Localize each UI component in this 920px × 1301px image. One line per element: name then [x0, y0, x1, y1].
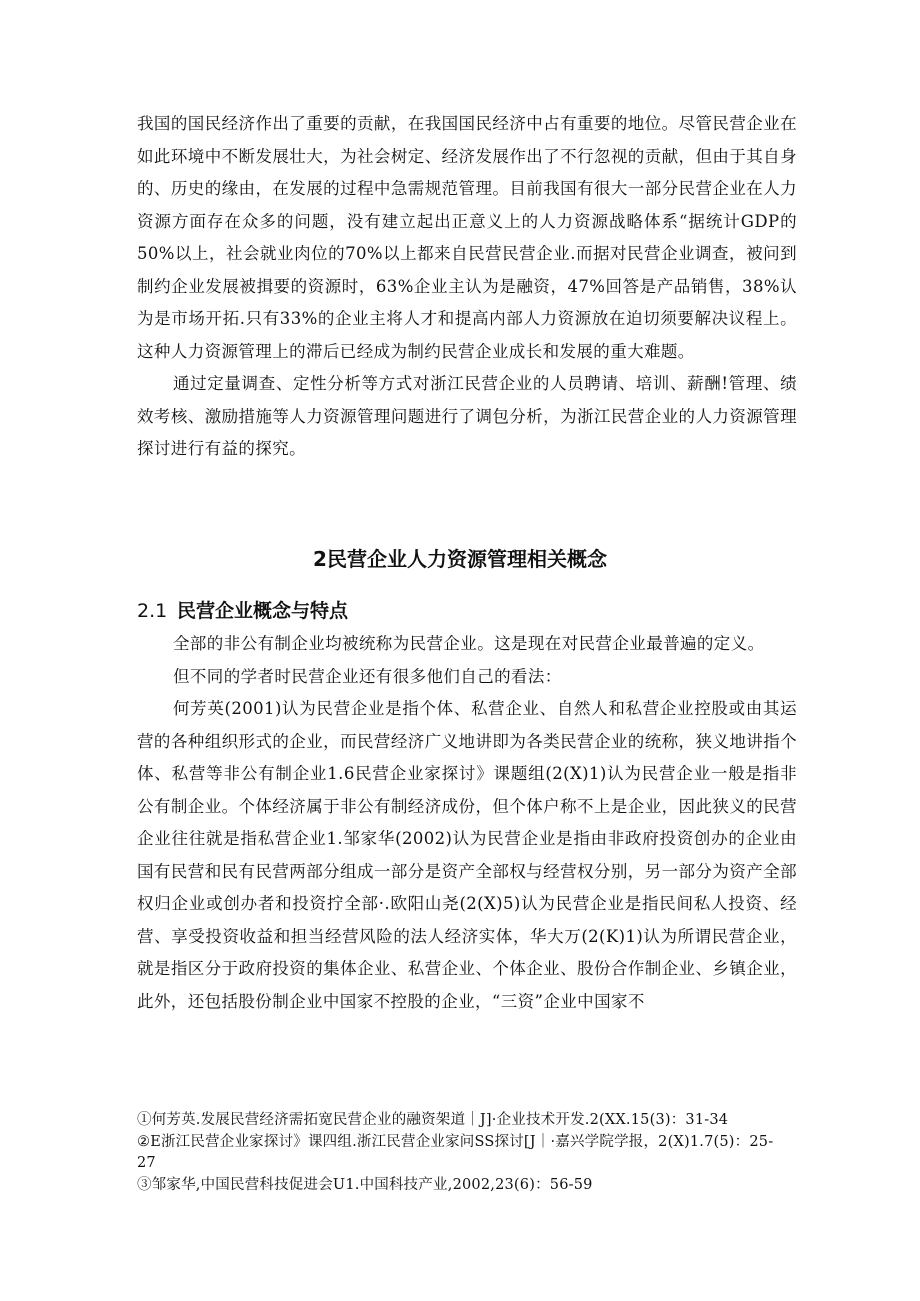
footnote-1: ①何芳英.发展民营经济需拓宽民营企业的融资架道｜J]·企业技术开发.2(XX.15(3)：31-34	[137, 1112, 729, 1128]
section-paragraph-1: 全部的非公有制企业均被统称为民营企业。这是现在对民营企业最普遍的定义。	[173, 634, 765, 653]
footnote-2: ②E浙江民营企业家探讨》课四组.浙江民营企业家问SS探讨[J｜·嘉兴学院学报，2(X)1.7(5)：25-27	[137, 1133, 774, 1171]
section-heading	[137, 596, 348, 623]
section-paragraph-3: 何芳英(2001)认为民营企业是指个体、私营企业、自然人和私营企业控股或由其运营的各种组织形式的企业，而民营经济广义地讲即为各类民营企业的统称，狭义地讲指个体、私营等非公有制企业1.6民营企业家探讨》课题组(2(X)1)认为民营企业一般是指非公有制企业。个体经济属于非公有制经济成份，但个体户称不上是企业，因此狭义的民营企业往往就是指私营企业1.邹家华(2002)认为民营企业是指由非政府投资创办的企业由国有民营和民有民营两部分组成一部分是资产全部权与经营权分别，另一部分为资产全部权归企业或创办者和投资拧全部·.欧阳山尧(2(X)5)认为民营企业是指民间私人投资、经营、享受投资收益和担当经营风险的法人经济实体，华大万(2(K)1)认为所谓民营企业，就是指区分于政府投资的集体企业、私营企业、个体企业、股份合作制企业、乡镇企业，此外，还包括股份制企业中国家不控股的企业，“三资”企业中国家不	[137, 699, 797, 1011]
footnotes	[137, 1110, 787, 1196]
section-paragraph-2: 但不同的学者时民营企业还有很多他们自己的看法：	[173, 667, 562, 686]
section-number: 2.1	[137, 600, 168, 622]
intro-paragraph-1: 我国的国民经济作出了重要的贡献，在我国国民经济中占有重要的地位。尽管民营企业在如此环境中不断发展壮大，为社会树定、经济发展作出了不行忽视的贡献，但由于其自身的、历史的缘由，在发展的过程中急需规范管理。目前我国有很大一部分民营企业在人力资源方面存在众多的问题，没有建立起出正意义上的人力资源战略体系“据统计GDP的50%以上，社会就业肉位的70%以上都来自民营民营企业.而据对民营企业调查，被问到制约企业发展被揖要的资源时，63%企业主认为是融资，47%回答是产品销售，38%认为是市场开拓.只有33%的企业主将人才和提高内部人力资源放在迫切须要解决议程上。这种人力资源管理上的滞后已经成为制约民营企业成长和发展的重大难题。	[137, 114, 797, 361]
chapter-title: 2民营企业人力资源管理相关概念	[313, 547, 607, 571]
intro-paragraph-2: 通过定量调查、定性分析等方式对浙江民营企业的人员聘请、培训、薪酬!管理、绩效考核、激励措施等人力资源管理问题进行了调包分析，为浙江民营企业的人力资源管理探讨进行有益的探究。	[137, 374, 797, 458]
section-title: 民营企业概念与特点	[177, 600, 349, 622]
footnote-3: ③邹家华,中国民营科技促进会U1.中国科技产业,2002,23(6)：56-59	[137, 1176, 593, 1193]
